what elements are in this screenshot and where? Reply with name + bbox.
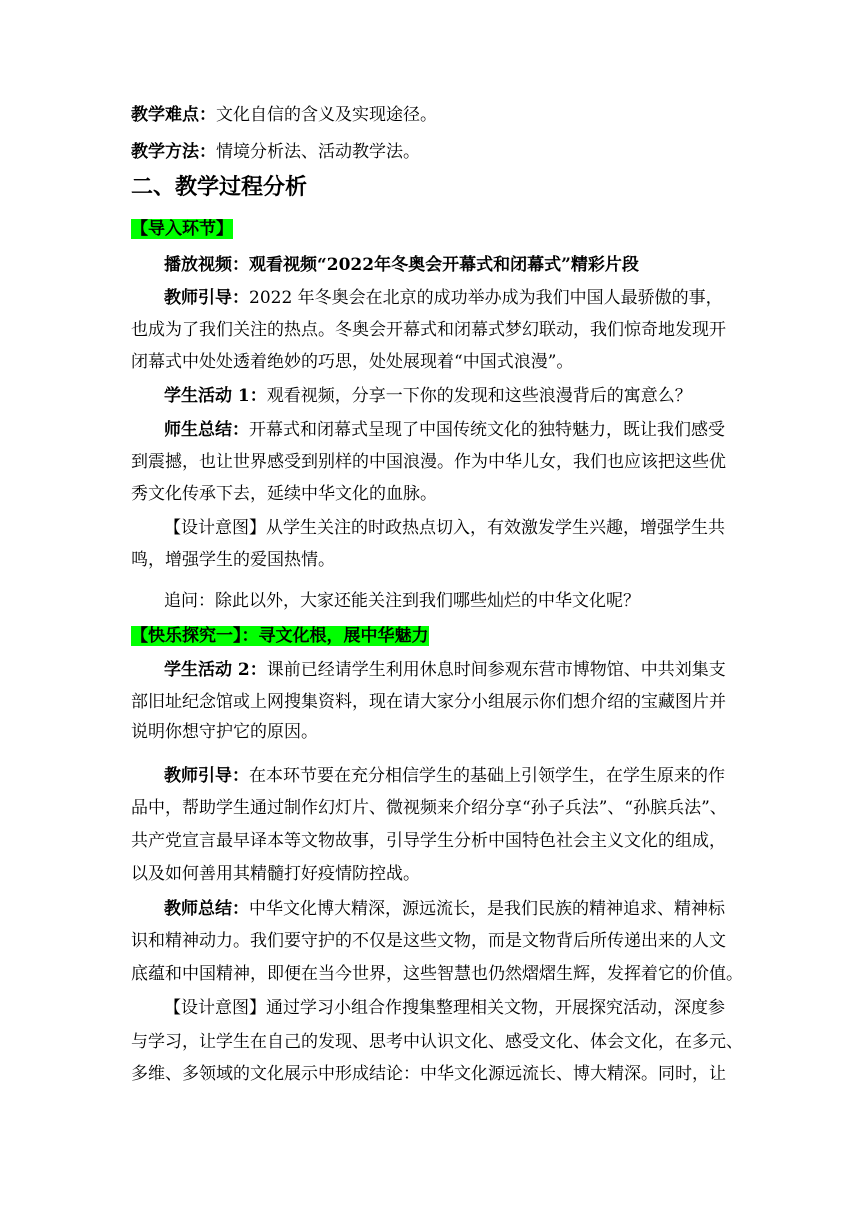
explore1-teacher-line-1 — [164, 764, 725, 788]
explore1-activity-line-2: 部旧址纪念馆或上网搜集资料，现在请大家分小组展示你们想介绍的宝藏图片并 — [131, 692, 726, 712]
explore1-summary-text: 中华文化博大精深，源远流长，是我们民族的精神追求、精神标 — [249, 899, 725, 919]
explore1-activity-label: 学生活动 2： — [164, 660, 267, 680]
method-text: 情境分析法、活动教学法。 — [216, 142, 420, 162]
explore1-teacher-line-4: 以及如何善用其精髓打好疫情防控战。 — [131, 864, 420, 884]
video-label: 播放视频： — [164, 255, 249, 275]
explore1-summary-label: 教师总结： — [164, 899, 249, 919]
section-heading: 二、教学过程分析 — [131, 174, 308, 200]
intro-activity-line — [164, 384, 692, 408]
difficulty-label: 教学难点： — [131, 105, 216, 125]
intro-design-line-1: 【设计意图】从学生关注的时政热点切入，有效激发学生兴趣，增强学生共 — [164, 518, 725, 538]
intro-tag: 【导入环节】 — [131, 219, 233, 239]
explore1-summary-line-2: 识和精神动力。我们要守护的不仅是这些文物，而是文物背后所传递出来的人文 — [131, 931, 726, 951]
explore1-activity-line-1 — [164, 658, 726, 682]
explore1-teacher-line-3: 共产党宣言最早译本等文物故事，引导学生分析中国特色社会主义文化的组成， — [131, 831, 726, 851]
explore1-tag: 【快乐探究一】：寻文化根，展中华魅力 — [131, 626, 429, 646]
intro-followup: 追问：除此以外，大家还能关注到我们哪些灿烂的中华文化呢？ — [164, 591, 640, 611]
video-text: 观看视频“2022年冬奥会开幕式和闭幕式”精彩片段 — [249, 255, 639, 275]
intro-tag-line — [131, 217, 233, 241]
explore1-activity-text: 课前已经请学生利用休息时间参观东营市博物馆、中共刘集支 — [266, 660, 726, 680]
intro-teacher-line-1 — [164, 286, 723, 310]
video-line — [164, 253, 639, 277]
difficulty-text: 文化自信的含义及实现途径。 — [216, 105, 437, 125]
intro-design-line-2: 鸣，增强学生的爱国热情。 — [131, 550, 335, 570]
explore1-design-line-1: 【设计意图】通过学习小组合作搜集整理相关文物，开展探究活动，深度参 — [164, 998, 725, 1018]
explore1-tag-line — [131, 624, 429, 648]
teaching-difficulty — [131, 103, 437, 127]
intro-teacher-line-2: 也成为了我们关注的热点。冬奥会开幕式和闭幕式梦幻联动，我们惊奇地发现开 — [131, 320, 726, 340]
intro-activity-text: 观看视频，分享一下你的发现和这些浪漫背后的寓意么？ — [266, 386, 692, 406]
intro-summary-text: 开幕式和闭幕式呈现了中国传统文化的独特魅力，既让我们感受 — [249, 420, 725, 440]
teaching-method — [131, 140, 420, 164]
intro-activity-label: 学生活动 1： — [164, 386, 267, 406]
explore1-design-line-3: 多维、多领域的文化展示中形成结论：中华文化源远流长、博大精深。同时，让 — [131, 1064, 726, 1084]
intro-teacher-text: 2022 年冬奥会在北京的成功举办成为我们中国人最骄傲的事， — [249, 288, 723, 308]
explore1-activity-line-3: 说明你想守护它的原因。 — [131, 722, 318, 742]
explore1-teacher-line-2: 品中，帮助学生通过制作幻灯片、微视频来介绍分享“孙子兵法”、“孙膑兵法”、 — [131, 798, 727, 818]
intro-summary-label: 师生总结： — [164, 420, 249, 440]
explore1-summary-line-3: 底蕴和中国精神，即便在当今世界，这些智慧也仍然熠熠生辉，发挥着它的价值。 — [131, 964, 743, 984]
intro-summary-line-3: 秀文化传承下去，延续中华文化的血脉。 — [131, 484, 437, 504]
intro-teacher-line-3: 闭幕式中处处透着绝妙的巧思，处处展现着“中国式浪漫”。 — [131, 352, 574, 372]
intro-teacher-label: 教师引导： — [164, 288, 249, 308]
intro-summary-line-1 — [164, 418, 725, 442]
method-label: 教学方法： — [131, 142, 216, 162]
explore1-summary-line-1 — [164, 897, 725, 921]
explore1-design-line-2: 与学习，让学生在自己的发现、思考中认识文化、感受文化、体会文化，在多元、 — [131, 1032, 743, 1052]
explore1-teacher-label: 教师引导： — [164, 766, 249, 786]
explore1-teacher-text: 在本环节要在充分相信学生的基础上引领学生，在学生原来的作 — [249, 766, 725, 786]
intro-summary-line-2: 到震撼，也让世界感受到别样的中国浪漫。作为中华儿女，我们也应该把这些优 — [131, 452, 726, 472]
